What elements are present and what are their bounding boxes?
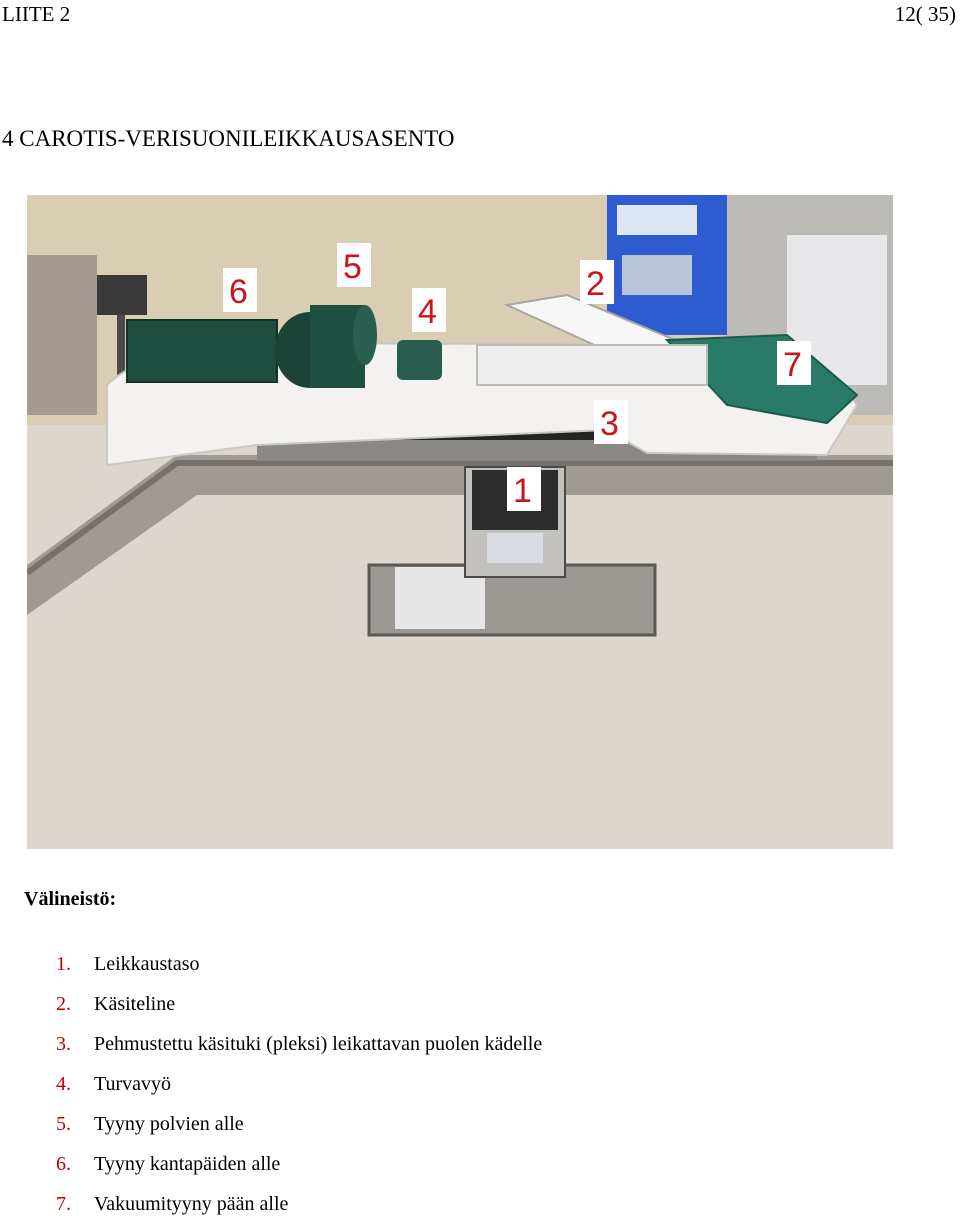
equipment-list bbox=[56, 951, 542, 1231]
svg-text:4: 4 bbox=[418, 293, 437, 331]
list-item: 2. Käsiteline bbox=[56, 993, 176, 1015]
arm-support bbox=[477, 345, 707, 385]
list-item: 3. Pehmustettu käsituki (pleksi) leikattavan puolen kädelle bbox=[56, 1033, 543, 1055]
appendix-label: LIITE 2 bbox=[2, 2, 71, 26]
list-item: 6. Tyyny kantapäiden alle bbox=[56, 1153, 281, 1175]
operating-table-photo bbox=[27, 195, 893, 849]
photo-label-2 bbox=[580, 260, 614, 304]
svg-text:1: 1 bbox=[513, 472, 532, 510]
photo-label-3 bbox=[594, 400, 628, 444]
list-item: 7. Vakuumityyny pään alle bbox=[56, 1193, 289, 1215]
svg-text:7: 7 bbox=[783, 346, 802, 384]
svg-text:5: 5 bbox=[343, 248, 362, 286]
section-title: 4 CAROTIS-VERISUONILEIKKAUSASENTO bbox=[2, 126, 455, 151]
svg-text:2: 2 bbox=[586, 265, 605, 303]
photo-label-7 bbox=[777, 341, 811, 385]
list-item: 1. Leikkaustaso bbox=[56, 953, 200, 975]
list-item: 5. Tyyny polvien alle bbox=[56, 1113, 244, 1135]
left-cart bbox=[27, 255, 97, 415]
list-item: 4. Turvavyö bbox=[56, 1073, 172, 1095]
photo-label-1 bbox=[507, 467, 541, 511]
safety-strap bbox=[397, 340, 442, 380]
heel-pillow bbox=[127, 320, 277, 382]
svg-text:3: 3 bbox=[600, 405, 619, 443]
svg-text:6: 6 bbox=[229, 273, 248, 311]
page-number: 12( 35) bbox=[894, 2, 956, 26]
equipment-heading: Välineistö: bbox=[24, 888, 117, 910]
photo-label-6 bbox=[223, 268, 257, 312]
photo-label-5 bbox=[337, 243, 371, 287]
photo-label-4 bbox=[412, 288, 446, 332]
